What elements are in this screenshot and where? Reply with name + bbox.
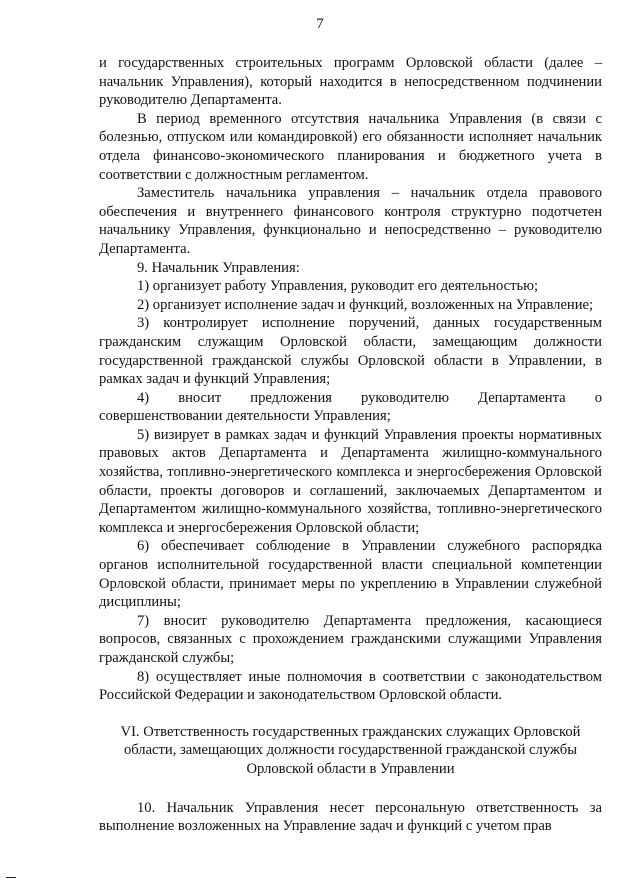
section-title: VI. Ответственность государственных гражданских служащих Орловской области, замещающих должности государственной гражданской службы Орловской области в Управлении — [120, 723, 581, 777]
paragraph: 4) вносит предложения руководителю Департамента о совершенствовании деятельности Управления; — [99, 389, 602, 425]
paragraph: и государственных строительных программ Орловской области (далее – начальник Управления), который находится в непосредственном подчинении руководителю Департамента. — [99, 55, 602, 109]
paragraph: 1) организует работу Управления, руководит его деятельностью; — [137, 278, 539, 295]
paragraph: 9. Начальник Управления: — [137, 259, 300, 276]
paragraph: 2) организует исполнение задач и функций, возложенных на Управление; — [137, 296, 594, 313]
paragraph: 7) вносит руководителю Департамента предложения, касающиеся вопросов, связанных с прохождением гражданскими служащими Управления гражданской службы; — [99, 612, 602, 666]
paragraph: В период временного отсутствия начальника Управления (в связи с болезнью, отпуском или командировкой) его обязанности исполняет начальник отдела финансово-экономического планирования и бюджетного учета в соответствии с должностным регламентом. — [99, 110, 602, 183]
document-body — [99, 54, 602, 836]
paragraph: 8) осуществляет иные полномочия в соответствии с законодательством Российской Федерации и законодательством Орловской области. — [99, 668, 602, 704]
paragraph: 10. Начальник Управления несет персональную ответственность за выполнение возложенных на Управление задач и функций с учетом прав — [99, 799, 602, 835]
scan-corner-mark — [6, 877, 16, 878]
page-number: 7 — [316, 16, 324, 32]
paragraphs-after-section — [99, 799, 602, 836]
paragraph: Заместитель начальника управления – начальник отдела правового обеспечения и внутреннего финансового контроля структурно подотчетен начальнику Управления, функционально и непосредственно – руководителю Департамента. — [99, 185, 602, 257]
paragraph: 5) визирует в рамках задач и функций Управления проекты нормативных правовых актов Департамента и Департамента жилищно-коммунального хозяйства, топливно-энергетического комплекса и энергосбережения Орловской области, проекты договоров и соглашений, заключаемых Департаментом и Департаментом жилищно-коммунального хозяйства, топливно-энергетического комплекса и энергосбережения Орловской области; — [99, 426, 602, 536]
paragraph: 6) обеспечивает соблюдение в Управлении служебного распорядка органов исполнительной государственной власти специальной компетенции Орловской области, принимает меры по укреплению в Управлении служебной дисциплины; — [99, 538, 602, 611]
paragraph: 3) контролирует исполнение поручений, данных государственным гражданским служащим Орловской области, замещающим должности государственной гражданской службы Орловской области в Управлении, в рамках задач и функций Управления; — [99, 315, 602, 388]
paragraphs-before-section — [99, 54, 602, 705]
